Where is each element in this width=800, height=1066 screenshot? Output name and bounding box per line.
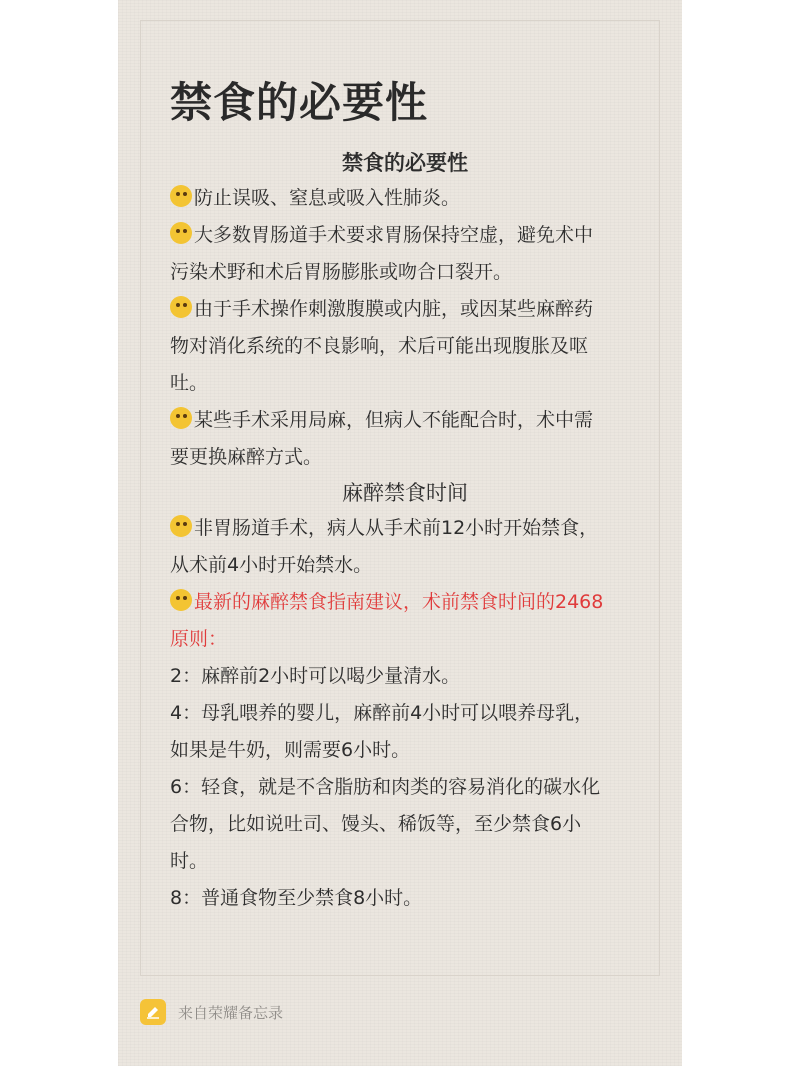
- list-item: 防止误吸、窒息或吸入性肺炎。: [170, 180, 640, 217]
- footer-source-text: 来自荣耀备忘录: [178, 1004, 284, 1022]
- list-item: 非胃肠道手术，病人从手术前12小时开始禁食， 从术前4小时开始禁水。: [170, 517, 599, 576]
- memo-content: [170, 146, 640, 917]
- rule-item: 2：麻醉前2小时可以喝少量清水。: [170, 665, 461, 687]
- smile-emoji-icon: [170, 589, 192, 611]
- highlight-item: 最新的麻醉禁食指南建议，术前禁食时间的2468 原则：: [170, 591, 604, 650]
- smile-emoji-icon: [170, 515, 192, 537]
- note-pencil-icon: [140, 999, 166, 1025]
- smile-emoji-icon: [170, 222, 192, 244]
- memo-footer: [140, 996, 440, 1028]
- section-heading-fasting-time: 麻醉禁食时间: [342, 481, 468, 505]
- list-item: 某些手术采用局麻，但病人不能配合时，术中需 要更换麻醉方式。: [170, 409, 594, 468]
- page-title: 禁食的必要性: [170, 78, 429, 127]
- smile-emoji-icon: [170, 296, 192, 318]
- list-item: 由于手术操作刺激腹膜或内脏，或因某些麻醉药 物对消化系统的不良影响，术后可能出现腹胀及呕 吐。: [170, 298, 594, 394]
- smile-emoji-icon: [170, 407, 192, 429]
- rule-item: 4：母乳喂养的婴儿，麻醉前4小时可以喂养母乳， 如果是牛奶，则需要6小时。: [170, 702, 594, 761]
- rule-item: 8：普通食物至少禁食8小时。: [170, 887, 423, 909]
- list-item: 大多数胃肠道手术要求胃肠保持空虚，避免术中 污染术野和术后胃肠膨胀或吻合口裂开。: [170, 224, 594, 283]
- smile-emoji-icon: [170, 185, 192, 207]
- rule-item: 6：轻食，就是不含脂肪和肉类的容易消化的碳水化 合物，比如说吐司、馒头、稀饭等，至少禁食6小 时。: [170, 776, 601, 872]
- section-heading-necessity: 禁食的必要性: [342, 151, 468, 175]
